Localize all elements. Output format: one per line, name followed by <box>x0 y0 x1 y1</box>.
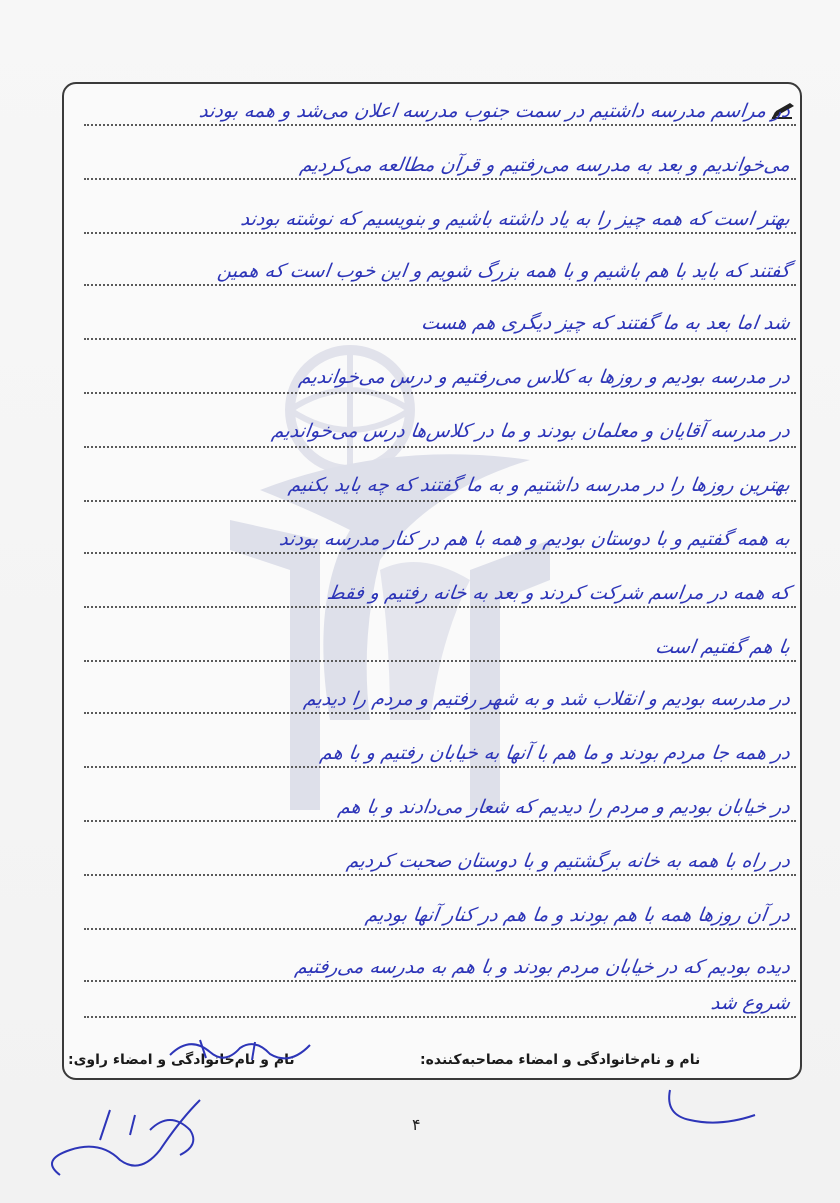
ruled-line <box>84 284 796 286</box>
narrator-signature <box>160 1030 320 1070</box>
narrator-signature-label: نام و نام‌خانوادگی و امضاء راوی: <box>68 1052 295 1068</box>
interviewer-signature-label: نام و نام‌خانوادگی و امضاء مصاحبه‌کننده: <box>420 1052 701 1068</box>
handwritten-line: بهتر است که همه چیز را به یاد داشته باشیم و بنویسیم که نوشته بودند <box>239 208 792 230</box>
ruled-line <box>84 766 796 768</box>
page-number: ۴ <box>412 1115 421 1134</box>
handwritten-line: دیده بودیم که در خیابان مردم بودند و با هم به مدرسه می‌رفتیم <box>293 956 792 978</box>
ruled-line <box>84 820 796 822</box>
ruled-line <box>84 606 796 608</box>
handwritten-line: با هم گفتیم است <box>653 636 792 658</box>
ruled-line <box>84 178 796 180</box>
handwritten-line: در خیابان بودیم و مردم را دیدیم که شعار می‌دادند و با هم <box>336 796 792 818</box>
handwritten-line: بهترین روزها را در مدرسه داشتیم و به ما گفتند که چه باید بکنیم <box>287 474 792 496</box>
ruled-line <box>84 392 796 394</box>
handwritten-line: در مدرسه بودیم و انقلاب شد و به شهر رفتیم و مردم را دیدیم <box>302 688 792 710</box>
handwritten-line: در همه جا مردم بودند و ما هم با آنها به خیابان رفتیم و با هم <box>318 742 792 764</box>
organization-logo-watermark <box>230 340 550 810</box>
ruled-line <box>84 712 796 714</box>
ruled-line <box>84 980 796 982</box>
handwritten-line: شروع شد <box>709 992 792 1014</box>
signature-stroke <box>660 1085 760 1130</box>
ruled-line <box>84 338 796 340</box>
ruled-line <box>84 500 796 502</box>
handwritten-line: در مدرسه بودیم و روزها به کلاس می‌رفتیم و درس می‌خواندیم <box>297 366 792 388</box>
ruled-line <box>84 928 796 930</box>
interviewer-signature <box>30 1080 230 1190</box>
ruled-line <box>84 446 796 448</box>
handwritten-line: در راه با همه به خانه برگشتیم و با دوستان صحبت کردیم <box>345 850 792 872</box>
ruled-line <box>84 1016 796 1018</box>
handwritten-line: گفتند که باید با هم باشیم و با همه بزرگ شویم و این خوب است که همین <box>216 260 792 282</box>
handwritten-line: شد اما بعد به ما گفتند که چیز دیگری هم هست <box>419 312 792 334</box>
handwritten-line: که همه در مراسم شرکت کردند و بعد به خانه رفتیم و فقط <box>325 582 792 604</box>
ruled-line <box>84 232 796 234</box>
ruled-line <box>84 874 796 876</box>
handwritten-line: در مدرسه آقایان و معلمان بودند و ما در کلاس‌ها درس می‌خواندیم <box>270 420 792 442</box>
handwritten-line: می‌خواندیم و بعد به مدرسه می‌رفتیم و قرآن مطالعه می‌کردیم <box>298 154 792 176</box>
handwritten-line: به همه گفتیم و با دوستان بودیم و همه با هم در کنار مدرسه بودند <box>277 528 792 550</box>
ruled-line <box>84 552 796 554</box>
handwritten-line: در مراسم مدرسه داشتیم در سمت جنوب مدرسه اعلان می‌شد و همه بودند <box>197 100 792 122</box>
ruled-line <box>84 660 796 662</box>
handwritten-line: در آن روزها همه با هم بودند و ما هم در کنار آنها بودیم <box>364 904 792 926</box>
ruled-line <box>84 124 796 126</box>
